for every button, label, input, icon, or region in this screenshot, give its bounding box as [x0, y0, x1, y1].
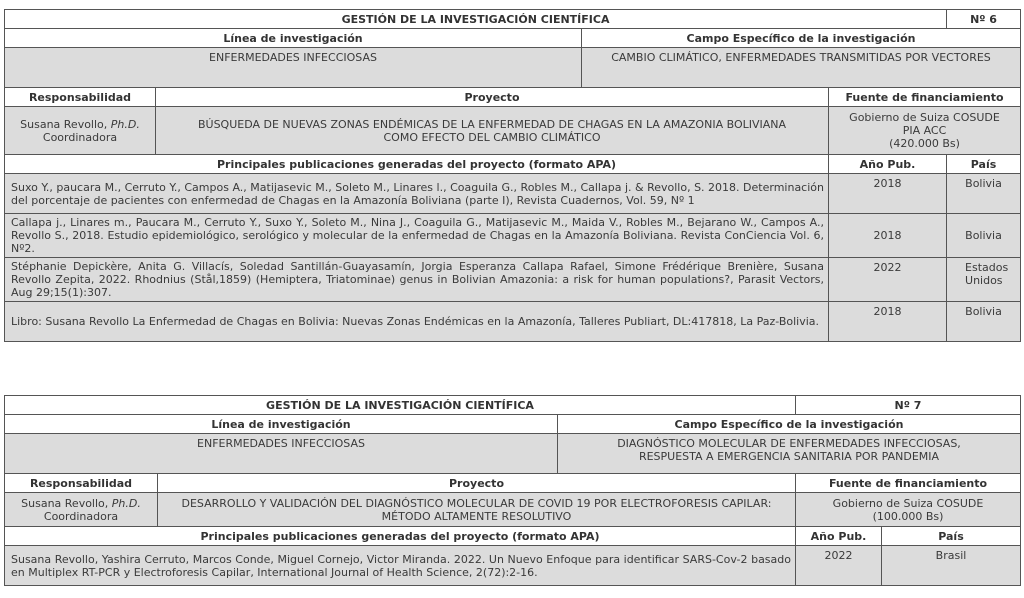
publication-year: 2022: [796, 546, 882, 586]
publication-text: Libro: Susana Revollo La Enfermedad de Chagas en Bolivia: Nuevas Zonas Endémicas en la Amazonía, Talleres Publiart, DL:417818, La Paz-Bolivia.: [5, 302, 829, 342]
responsabilidad-label: Responsabilidad: [5, 474, 158, 493]
campo-value: DIAGNÓSTICO MOLECULAR DE ENFERMEDADES INFECCIOSAS, RESPUESTA A EMERGENCIA SANITARIA POR PANDEMIA: [558, 434, 1021, 474]
responsable-degree: Ph.D.: [110, 117, 140, 131]
table-title: GESTIÓN DE LA INVESTIGACIÓN CIENTÍFICA: [5, 396, 796, 415]
fuente-line: Gobierno de Suiza COSUDE: [849, 111, 1000, 124]
table-row: [5, 214, 1021, 258]
publicaciones-label: Principales publicaciones generadas del proyecto (formato APA): [5, 527, 796, 546]
table-row: [5, 546, 1021, 586]
research-table-6: [4, 9, 1021, 342]
table-number: Nº 6: [947, 10, 1021, 29]
responsabilidad-label: Responsabilidad: [5, 88, 156, 107]
responsable-name: Susana Revollo,: [21, 496, 112, 510]
publication-text: Stéphanie Depickère, Anita G. Villacís, Soledad Santillán-Guayasamín, Jorgia Esperanza Callapa Rafael, Simone Frédérique Brenière, Susana Revollo Zepita, 2022. Rhodnius (Stål,1859) (Hemiptera, Triatominae) genus in Bolivian Amazonia: a risk for human populations?, Parasit Vectors, Aug 29;15(1):307.: [5, 258, 829, 302]
responsable-cell: [5, 493, 158, 527]
table-row: [5, 258, 1021, 302]
publication-year: 2022: [829, 258, 947, 302]
publication-year: 2018: [829, 174, 947, 214]
publication-text: Susana Revollo, Yashira Cerruto, Marcos Conde, Miguel Cornejo, Victor Miranda. 2022. Un Nuevo Enfoque para identificar SARS-Cov-2 basado en Multiplex RT-PCR y Electroforesis Capilar, International Journal of Health Science, 2(72):2-16.: [5, 546, 796, 586]
anio-label: Año Pub.: [829, 155, 947, 174]
publication-text: Callapa j., Linares m., Paucara M., Cerruto Y., Suxo Y., Soleto M., Nina J., Coaguila G., Matijasevic M., Maida V., Robles M., Bejarano W., Campos A., Revollo S., 2018. Estudio epidemiológico, serológico y molecular de la enfermedad de Chagas en la Amazonía Boliviana. Revista ConCiencia Vol. 6, Nº2.: [5, 214, 829, 258]
publication-year: 2018: [829, 214, 947, 258]
fuente-label: Fuente de financiamiento: [796, 474, 1021, 493]
fuente-line: (100.000 Bs): [872, 509, 944, 523]
publication-text: Suxo Y., paucara M., Cerruto Y., Campos A., Matijasevic M., Soleto M., Linares l., Coaguila G., Robles M., Callapa j. & Revollo, S. 2018. Determinación del porcentaje de pacientes con enfermedad de Chagas en la Amazonía Boliviana (parte I), Revista Cuadernos, Vol. 59, Nº 1: [5, 174, 829, 214]
table-number: Nº 7: [796, 396, 1021, 415]
publication-year: 2018: [829, 302, 947, 342]
proyecto-value: DESARROLLO Y VALIDACIÓN DEL DIAGNÓSTICO MOLECULAR DE COVID 19 POR ELECTROFORESIS CAPILAR: MÉTODO ALTAMENTE RESOLUTIVO: [158, 493, 796, 527]
fuente-value: [796, 493, 1021, 527]
publication-country: Brasil: [882, 546, 1021, 586]
responsable-cell: [5, 107, 156, 155]
linea-value: ENFERMEDADES INFECCIOSAS: [5, 48, 582, 88]
pais-label: País: [882, 527, 1021, 546]
publication-country: Estados Unidos: [947, 258, 1021, 302]
proyecto-label: Proyecto: [158, 474, 796, 493]
fuente-label: Fuente de financiamiento: [829, 88, 1021, 107]
publication-country: Bolivia: [947, 214, 1021, 258]
proyecto-value: BÚSQUEDA DE NUEVAS ZONAS ENDÉMICAS DE LA ENFERMEDAD DE CHAGAS EN LA AMAZONIA BOLIVIANA COMO EFECTO DEL CAMBIO CLIMÁTICO: [156, 107, 829, 155]
linea-label: Línea de investigación: [5, 29, 582, 48]
responsable-role: Coordinadora: [42, 130, 118, 144]
table-row: [5, 174, 1021, 214]
publication-country: Bolivia: [947, 174, 1021, 214]
anio-label: Año Pub.: [796, 527, 882, 546]
fuente-line: Gobierno de Suiza COSUDE: [832, 496, 984, 510]
responsable-name: Susana Revollo,: [20, 117, 111, 131]
research-table-7: [4, 395, 1021, 586]
campo-value: CAMBIO CLIMÁTICO, ENFERMEDADES TRANSMITIDAS POR VECTORES: [582, 48, 1021, 88]
publicaciones-label: Principales publicaciones generadas del proyecto (formato APA): [5, 155, 829, 174]
table-row: [5, 302, 1021, 342]
fuente-line: (420.000 Bs): [889, 137, 960, 150]
publication-country: Bolivia: [947, 302, 1021, 342]
pais-label: País: [947, 155, 1021, 174]
proyecto-label: Proyecto: [156, 88, 829, 107]
campo-label: Campo Específico de la investigación: [582, 29, 1021, 48]
fuente-value: [829, 107, 1021, 155]
fuente-line: PIA ACC: [902, 124, 947, 137]
responsable-degree: Ph.D.: [111, 496, 141, 510]
linea-value: ENFERMEDADES INFECCIOSAS: [5, 434, 558, 474]
campo-label: Campo Específico de la investigación: [558, 415, 1021, 434]
linea-label: Línea de investigación: [5, 415, 558, 434]
table-title: GESTIÓN DE LA INVESTIGACIÓN CIENTÍFICA: [5, 10, 947, 29]
responsable-role: Coordinadora: [43, 509, 119, 523]
